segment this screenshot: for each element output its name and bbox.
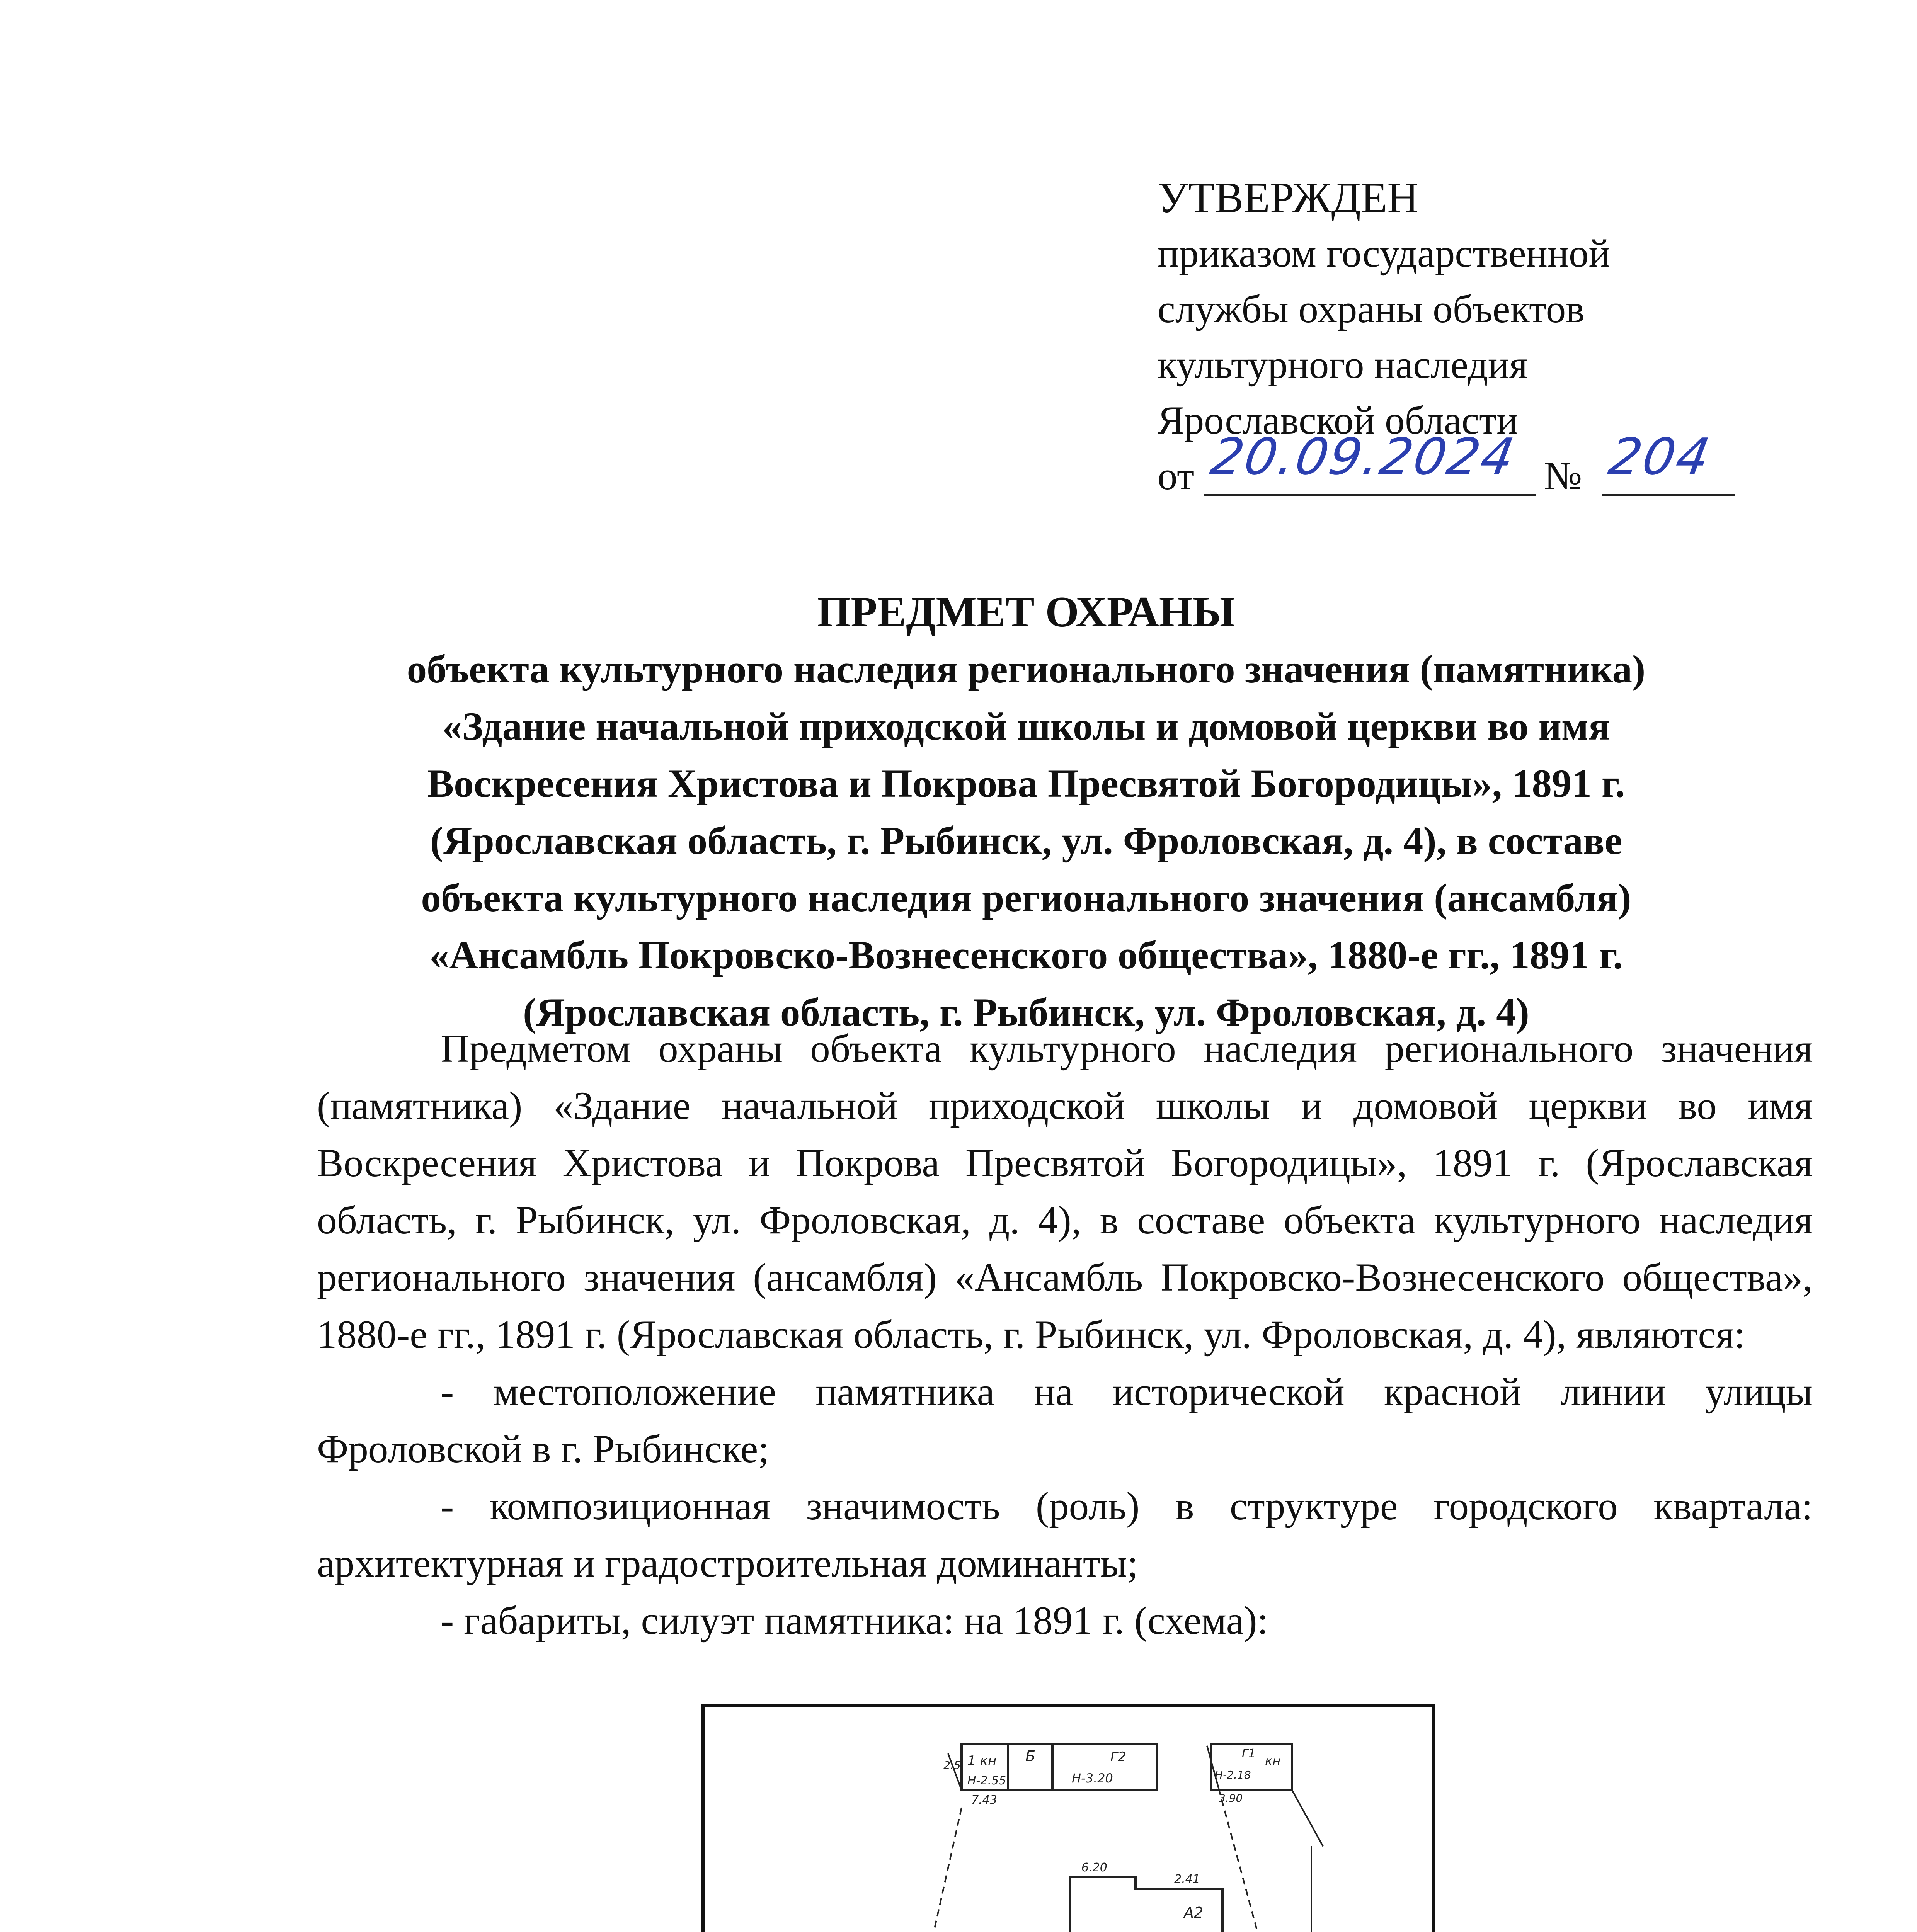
lot-boundary-top-right [1207, 1746, 1219, 1788]
list-item: - местоположение памятника на исторической красной линии улицы Фроловской в г. Рыбинске; [317, 1370, 1813, 1471]
label: А2 [1184, 1904, 1204, 1921]
label: 1 кн [967, 1753, 997, 1769]
label: 6.20 [1081, 1861, 1107, 1874]
title-line-7: (Ярославская область, г. Рыбинск, ул. Фроловская, д. 4) [523, 990, 1529, 1034]
label: 2.5 [943, 1759, 961, 1772]
title-line-6: «Ансамбль Покровско-Вознесенского общества», 1880-е гг., 1891 г. [429, 933, 1623, 977]
document-title [317, 583, 1735, 1041]
number-underline [1602, 494, 1735, 496]
handwritten-number: 204 [1604, 427, 1716, 486]
label: Б [1025, 1748, 1036, 1765]
site-scheme-figure [701, 1704, 1435, 1932]
approval-heading: УТВЕРЖДЕН [1158, 174, 1419, 222]
title-line-1: объекта культурного наследия регионального значения (памятника) [407, 647, 1646, 691]
list-item: - габариты, силуэт памятника: на 1891 г. (схема): [441, 1599, 1268, 1643]
title-main: ПРЕДМЕТ ОХРАНЫ [817, 588, 1235, 636]
label: Н-3.20 [1072, 1771, 1113, 1786]
approval-line-2: службы охраны объектов [1158, 287, 1585, 331]
date-underline [1204, 494, 1536, 496]
site-plan-drawing [705, 1707, 1432, 1932]
label: Н-2.18 [1215, 1769, 1251, 1781]
approval-line-1: приказом государственной [1158, 231, 1610, 276]
title-line-4: (Ярославская область, г. Рыбинск, ул. Фроловская, д. 4), в составе [430, 819, 1622, 863]
approval-date-line [1158, 427, 1815, 504]
intro-paragraph: Предметом охраны объекта культурного наследия регионального значения (памятника) «Здание начальной приходской школы и домовой церкви во имя Воскресения Христова и Покрова Пресвятой Богородицы», 1891 г. (Ярославская область, г. Рыбинск, ул. Фроловская, д. 4), в составе объекта культурного наследия регионального значения (ансамбля) «Ансамбль Покровско-Вознесенского общества», 1880-е гг., 1891 г. (Ярославская область, г. Рыбинск, ул. Фроловская, д. 4), являются: [317, 1027, 1813, 1357]
date-prefix: от [1158, 454, 1195, 498]
label: 7.43 [971, 1793, 997, 1807]
handwritten-date: 20.09.2024 [1206, 427, 1520, 486]
label: 2.41 [1174, 1872, 1200, 1886]
title-line-5: объекта культурного наследия регионального значения (ансамбля) [421, 876, 1631, 920]
label: 3.90 [1219, 1792, 1243, 1804]
approval-block [1158, 170, 1815, 504]
title-line-3: Воскресения Христова и Покрова Пресвятой Богородицы», 1891 г. [427, 762, 1625, 806]
number-sign: № [1544, 454, 1582, 498]
approval-line-3: культурного наследия [1158, 343, 1528, 387]
lot-boundary-left [900, 1808, 962, 1932]
label: Г2 [1110, 1749, 1126, 1765]
lot-boundary-right-2 [1292, 1790, 1323, 1846]
document-body [317, 1020, 1813, 1649]
list-item: - композиционная значимость (роль) в структуре городского квартала: архитектурная и градостроительная доминанты; [317, 1484, 1813, 1585]
label: Н-2.55 [967, 1774, 1006, 1787]
approval-line-4: Ярославской области [1158, 398, 1518, 442]
label: кн [1265, 1753, 1281, 1768]
lot-boundary-right [1219, 1788, 1296, 1932]
title-line-2: «Здание начальной приходской школы и домовой церкви во имя [442, 704, 1610, 748]
label: Г1 [1242, 1747, 1256, 1760]
